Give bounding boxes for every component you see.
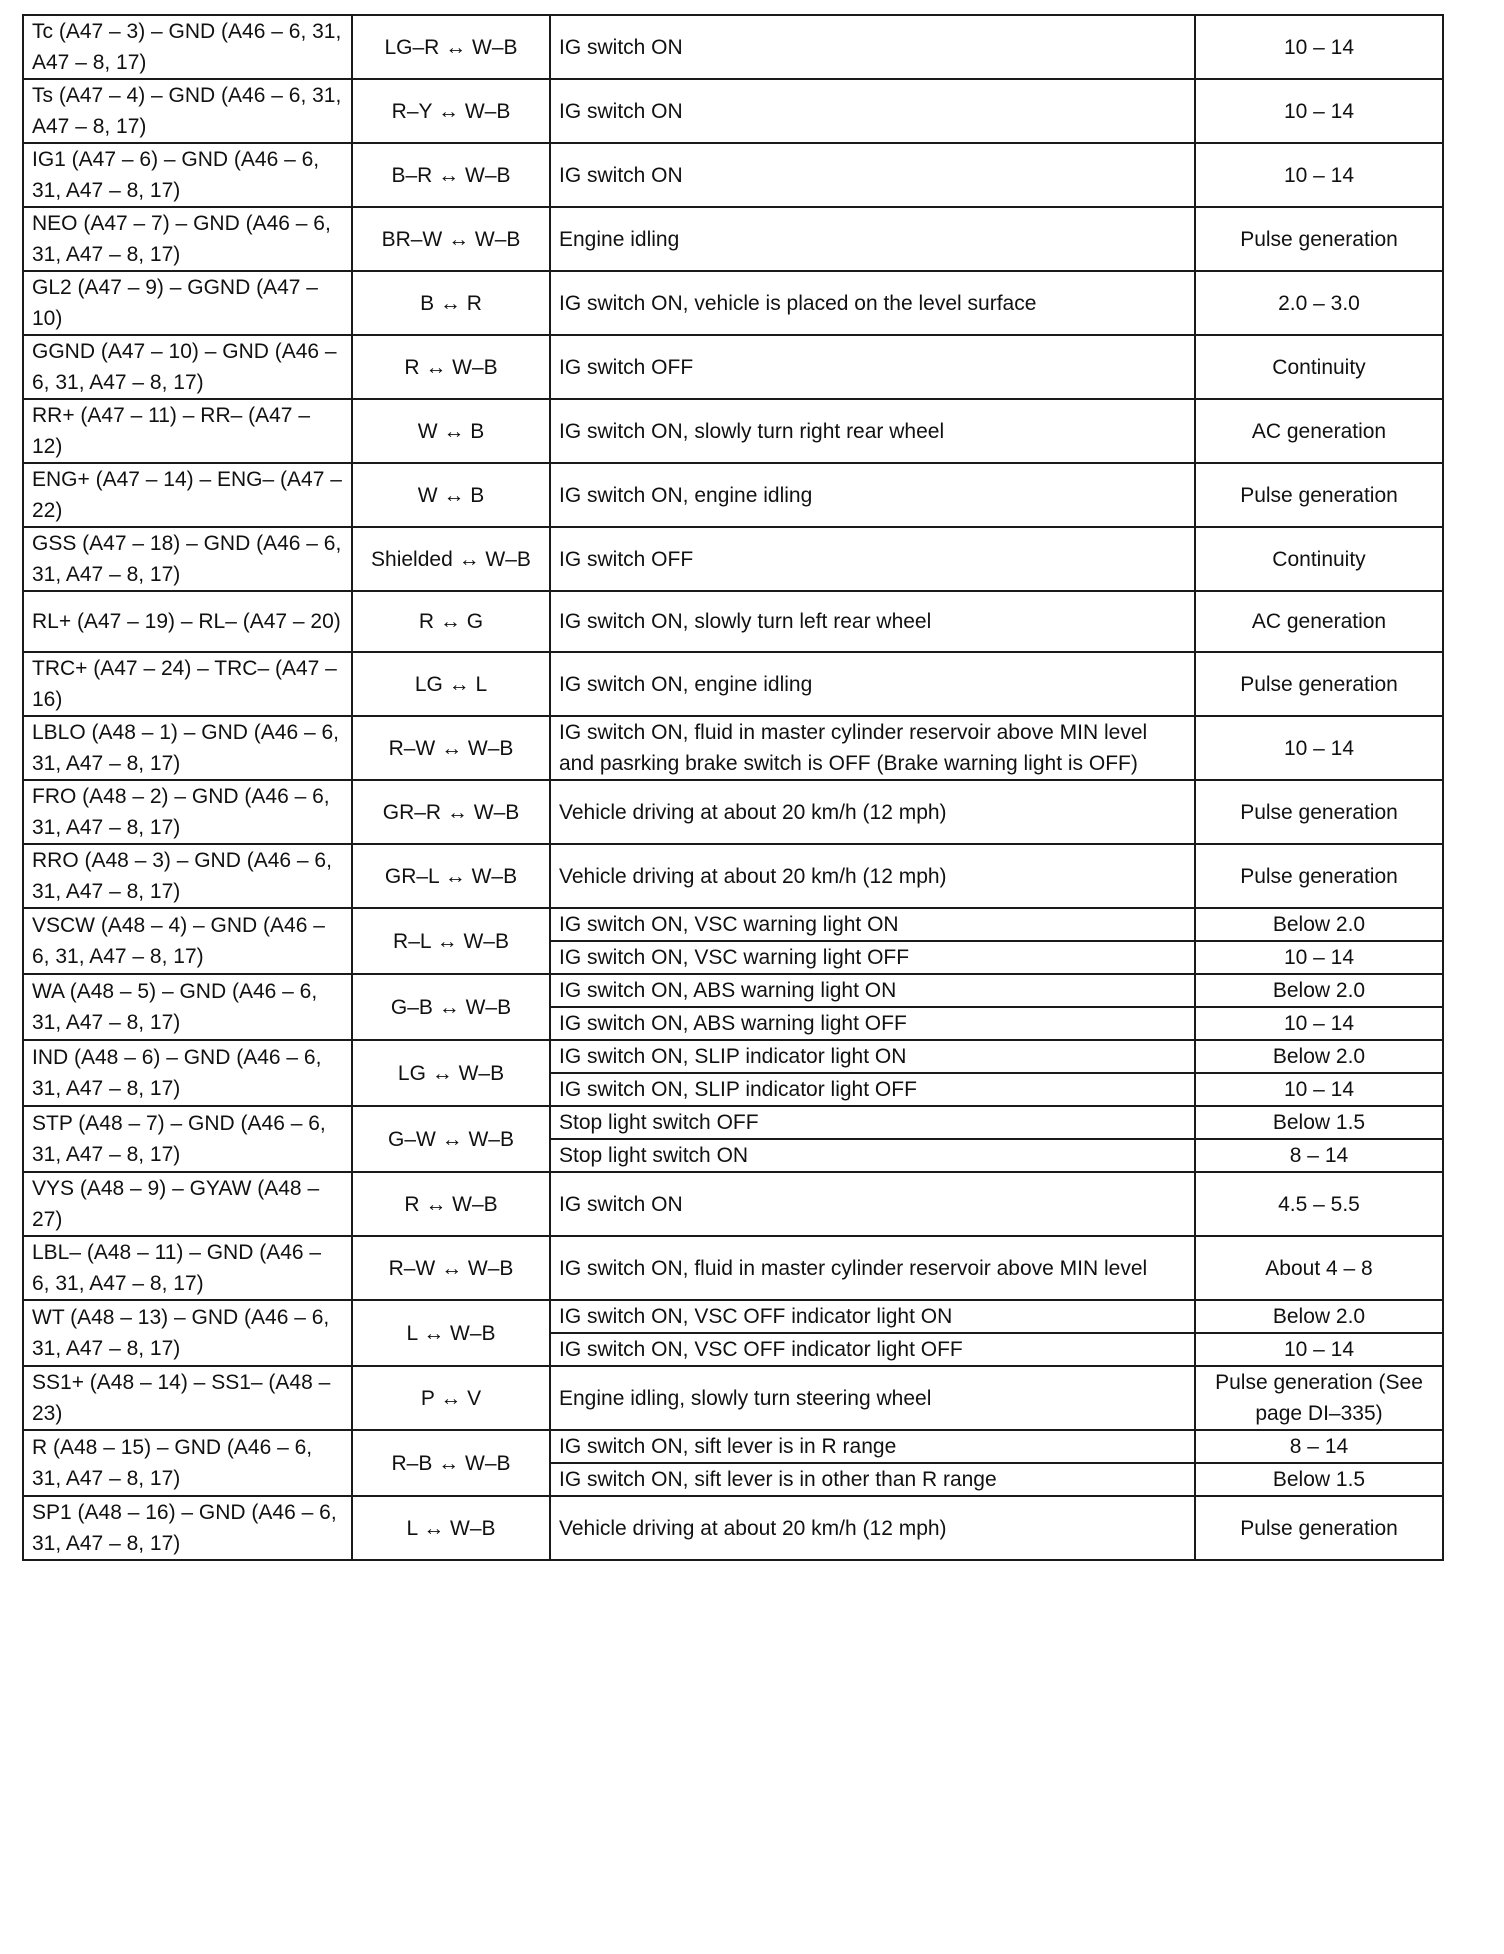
condition-cell: IG switch ON, ABS warning light ON: [550, 974, 1195, 1007]
specified-condition-cell: Below 2.0: [1195, 1040, 1443, 1073]
wiring-color-cell: LG ↔ L: [352, 652, 550, 716]
terminal-cell: RL+ (A47 – 19) – RL– (A47 – 20): [23, 591, 352, 652]
condition-cell: IG switch ON, SLIP indicator light ON: [550, 1040, 1195, 1073]
terminal-cell: RR+ (A47 – 11) – RR– (A47 – 12): [23, 399, 352, 463]
wiring-color-cell: P ↔ V: [352, 1366, 550, 1430]
terminal-cell: IG1 (A47 – 6) – GND (A46 – 6, 31, A47 – 8, 17): [23, 143, 352, 207]
specified-condition-cell: Below 2.0: [1195, 1300, 1443, 1333]
specified-condition-cell: 10 – 14: [1195, 79, 1443, 143]
condition-cell: IG switch OFF: [550, 527, 1195, 591]
wiring-color-cell: L ↔ W–B: [352, 1300, 550, 1366]
terminal-cell: STP (A48 – 7) – GND (A46 – 6, 31, A47 – 8, 17): [23, 1106, 352, 1172]
condition-cell: Vehicle driving at about 20 km/h (12 mph): [550, 780, 1195, 844]
specified-condition-cell: Pulse generation (See page DI–335): [1195, 1366, 1443, 1430]
specified-condition-cell: Continuity: [1195, 335, 1443, 399]
table-row: [23, 15, 1443, 79]
condition-cell: IG switch ON, engine idling: [550, 463, 1195, 527]
wiring-color-cell: B–R ↔ W–B: [352, 143, 550, 207]
specified-condition-cell: 8 – 14: [1195, 1139, 1443, 1172]
wiring-color-cell: W ↔ B: [352, 463, 550, 527]
condition-cell: IG switch ON, SLIP indicator light OFF: [550, 1073, 1195, 1106]
wiring-color-cell: R–B ↔ W–B: [352, 1430, 550, 1496]
specified-condition-cell: 8 – 14: [1195, 1430, 1443, 1463]
table-row: [23, 591, 1443, 652]
condition-cell: IG switch ON, vehicle is placed on the level surface: [550, 271, 1195, 335]
table-row: [23, 716, 1443, 780]
specified-condition-cell: 4.5 – 5.5: [1195, 1172, 1443, 1236]
terminal-cell: VSCW (A48 – 4) – GND (A46 – 6, 31, A47 – 8, 17): [23, 908, 352, 974]
wiring-color-cell: R–W ↔ W–B: [352, 1236, 550, 1300]
terminal-voltage-table: [22, 14, 1444, 1561]
condition-cell: IG switch ON, VSC warning light ON: [550, 908, 1195, 941]
condition-cell: IG switch ON: [550, 1172, 1195, 1236]
wiring-color-cell: LG ↔ W–B: [352, 1040, 550, 1106]
terminal-cell: NEO (A47 – 7) – GND (A46 – 6, 31, A47 – 8, 17): [23, 207, 352, 271]
specified-condition-cell: 10 – 14: [1195, 1007, 1443, 1040]
condition-cell: IG switch ON, slowly turn left rear wheel: [550, 591, 1195, 652]
wiring-color-cell: R ↔ G: [352, 591, 550, 652]
specified-condition-cell: Pulse generation: [1195, 1496, 1443, 1560]
wiring-color-cell: L ↔ W–B: [352, 1496, 550, 1560]
wiring-color-cell: Shielded ↔ W–B: [352, 527, 550, 591]
specified-condition-cell: Below 1.5: [1195, 1463, 1443, 1496]
table-row: [23, 1300, 1443, 1333]
table-body: [23, 15, 1443, 1560]
specified-condition-cell: About 4 – 8: [1195, 1236, 1443, 1300]
table-row: [23, 844, 1443, 908]
table-row: [23, 1366, 1443, 1430]
terminal-cell: Ts (A47 – 4) – GND (A46 – 6, 31, A47 – 8, 17): [23, 79, 352, 143]
table-row: [23, 1430, 1443, 1463]
terminal-cell: Tc (A47 – 3) – GND (A46 – 6, 31, A47 – 8, 17): [23, 15, 352, 79]
specified-condition-cell: 2.0 – 3.0: [1195, 271, 1443, 335]
table-row: [23, 143, 1443, 207]
terminal-cell: WT (A48 – 13) – GND (A46 – 6, 31, A47 – 8, 17): [23, 1300, 352, 1366]
condition-cell: IG switch ON, fluid in master cylinder reservoir above MIN level and pasrking brake switch is OFF (Brake warning light is OFF): [550, 716, 1195, 780]
condition-cell: IG switch OFF: [550, 335, 1195, 399]
condition-cell: IG switch ON, VSC OFF indicator light OFF: [550, 1333, 1195, 1366]
terminal-cell: RRO (A48 – 3) – GND (A46 – 6, 31, A47 – 8, 17): [23, 844, 352, 908]
specified-condition-cell: 10 – 14: [1195, 143, 1443, 207]
table-row: [23, 908, 1443, 941]
condition-cell: IG switch ON, VSC OFF indicator light ON: [550, 1300, 1195, 1333]
table-row: [23, 207, 1443, 271]
terminal-cell: ENG+ (A47 – 14) – ENG– (A47 – 22): [23, 463, 352, 527]
condition-cell: IG switch ON, sift lever is in R range: [550, 1430, 1195, 1463]
wiring-color-cell: GR–R ↔ W–B: [352, 780, 550, 844]
terminal-cell: LBLO (A48 – 1) – GND (A46 – 6, 31, A47 – 8, 17): [23, 716, 352, 780]
specified-condition-cell: Pulse generation: [1195, 844, 1443, 908]
condition-cell: IG switch ON, ABS warning light OFF: [550, 1007, 1195, 1040]
table-row: [23, 399, 1443, 463]
table-row: [23, 974, 1443, 1007]
terminal-cell: GL2 (A47 – 9) – GGND (A47 – 10): [23, 271, 352, 335]
condition-cell: Stop light switch ON: [550, 1139, 1195, 1172]
table-row: [23, 527, 1443, 591]
specified-condition-cell: Below 1.5: [1195, 1106, 1443, 1139]
table-row: [23, 652, 1443, 716]
terminal-cell: IND (A48 – 6) – GND (A46 – 6, 31, A47 – 8, 17): [23, 1040, 352, 1106]
specified-condition-cell: 10 – 14: [1195, 941, 1443, 974]
condition-cell: Stop light switch OFF: [550, 1106, 1195, 1139]
specified-condition-cell: Continuity: [1195, 527, 1443, 591]
condition-cell: Engine idling, slowly turn steering wheel: [550, 1366, 1195, 1430]
condition-cell: IG switch ON, fluid in master cylinder reservoir above MIN level: [550, 1236, 1195, 1300]
specified-condition-cell: Pulse generation: [1195, 780, 1443, 844]
table-row: [23, 79, 1443, 143]
terminal-cell: SP1 (A48 – 16) – GND (A46 – 6, 31, A47 – 8, 17): [23, 1496, 352, 1560]
table-row: [23, 463, 1443, 527]
wiring-color-cell: G–W ↔ W–B: [352, 1106, 550, 1172]
table-row: [23, 1496, 1443, 1560]
specified-condition-cell: 10 – 14: [1195, 716, 1443, 780]
terminal-cell: WA (A48 – 5) – GND (A46 – 6, 31, A47 – 8, 17): [23, 974, 352, 1040]
condition-cell: IG switch ON, VSC warning light OFF: [550, 941, 1195, 974]
specified-condition-cell: AC generation: [1195, 591, 1443, 652]
terminal-cell: GGND (A47 – 10) – GND (A46 – 6, 31, A47 – 8, 17): [23, 335, 352, 399]
table-row: [23, 1172, 1443, 1236]
wiring-color-cell: G–B ↔ W–B: [352, 974, 550, 1040]
wiring-color-cell: R ↔ W–B: [352, 335, 550, 399]
specified-condition-cell: 10 – 14: [1195, 15, 1443, 79]
condition-cell: IG switch ON: [550, 15, 1195, 79]
condition-cell: Vehicle driving at about 20 km/h (12 mph): [550, 1496, 1195, 1560]
wiring-color-cell: GR–L ↔ W–B: [352, 844, 550, 908]
specified-condition-cell: Pulse generation: [1195, 652, 1443, 716]
specified-condition-cell: AC generation: [1195, 399, 1443, 463]
wiring-color-cell: B ↔ R: [352, 271, 550, 335]
specified-condition-cell: Pulse generation: [1195, 207, 1443, 271]
wiring-color-cell: W ↔ B: [352, 399, 550, 463]
specified-condition-cell: 10 – 14: [1195, 1333, 1443, 1366]
terminal-voltage-table-sheet: [22, 14, 1442, 1561]
table-row: [23, 780, 1443, 844]
table-row: [23, 335, 1443, 399]
terminal-cell: LBL– (A48 – 11) – GND (A46 – 6, 31, A47 – 8, 17): [23, 1236, 352, 1300]
table-row: [23, 1236, 1443, 1300]
specified-condition-cell: Pulse generation: [1195, 463, 1443, 527]
terminal-cell: FRO (A48 – 2) – GND (A46 – 6, 31, A47 – 8, 17): [23, 780, 352, 844]
wiring-color-cell: BR–W ↔ W–B: [352, 207, 550, 271]
specified-condition-cell: Below 2.0: [1195, 974, 1443, 1007]
condition-cell: IG switch ON, slowly turn right rear wheel: [550, 399, 1195, 463]
condition-cell: Vehicle driving at about 20 km/h (12 mph): [550, 844, 1195, 908]
wiring-color-cell: R ↔ W–B: [352, 1172, 550, 1236]
wiring-color-cell: LG–R ↔ W–B: [352, 15, 550, 79]
condition-cell: IG switch ON: [550, 143, 1195, 207]
condition-cell: IG switch ON, engine idling: [550, 652, 1195, 716]
terminal-cell: R (A48 – 15) – GND (A46 – 6, 31, A47 – 8, 17): [23, 1430, 352, 1496]
specified-condition-cell: Below 2.0: [1195, 908, 1443, 941]
table-row: [23, 1106, 1443, 1139]
condition-cell: IG switch ON: [550, 79, 1195, 143]
condition-cell: IG switch ON, sift lever is in other than R range: [550, 1463, 1195, 1496]
terminal-cell: TRC+ (A47 – 24) – TRC– (A47 – 16): [23, 652, 352, 716]
condition-cell: Engine idling: [550, 207, 1195, 271]
terminal-cell: SS1+ (A48 – 14) – SS1– (A48 – 23): [23, 1366, 352, 1430]
terminal-cell: VYS (A48 – 9) – GYAW (A48 – 27): [23, 1172, 352, 1236]
wiring-color-cell: R–W ↔ W–B: [352, 716, 550, 780]
wiring-color-cell: R–L ↔ W–B: [352, 908, 550, 974]
terminal-cell: GSS (A47 – 18) – GND (A46 – 6, 31, A47 – 8, 17): [23, 527, 352, 591]
table-row: [23, 1040, 1443, 1073]
table-row: [23, 271, 1443, 335]
wiring-color-cell: R–Y ↔ W–B: [352, 79, 550, 143]
specified-condition-cell: 10 – 14: [1195, 1073, 1443, 1106]
